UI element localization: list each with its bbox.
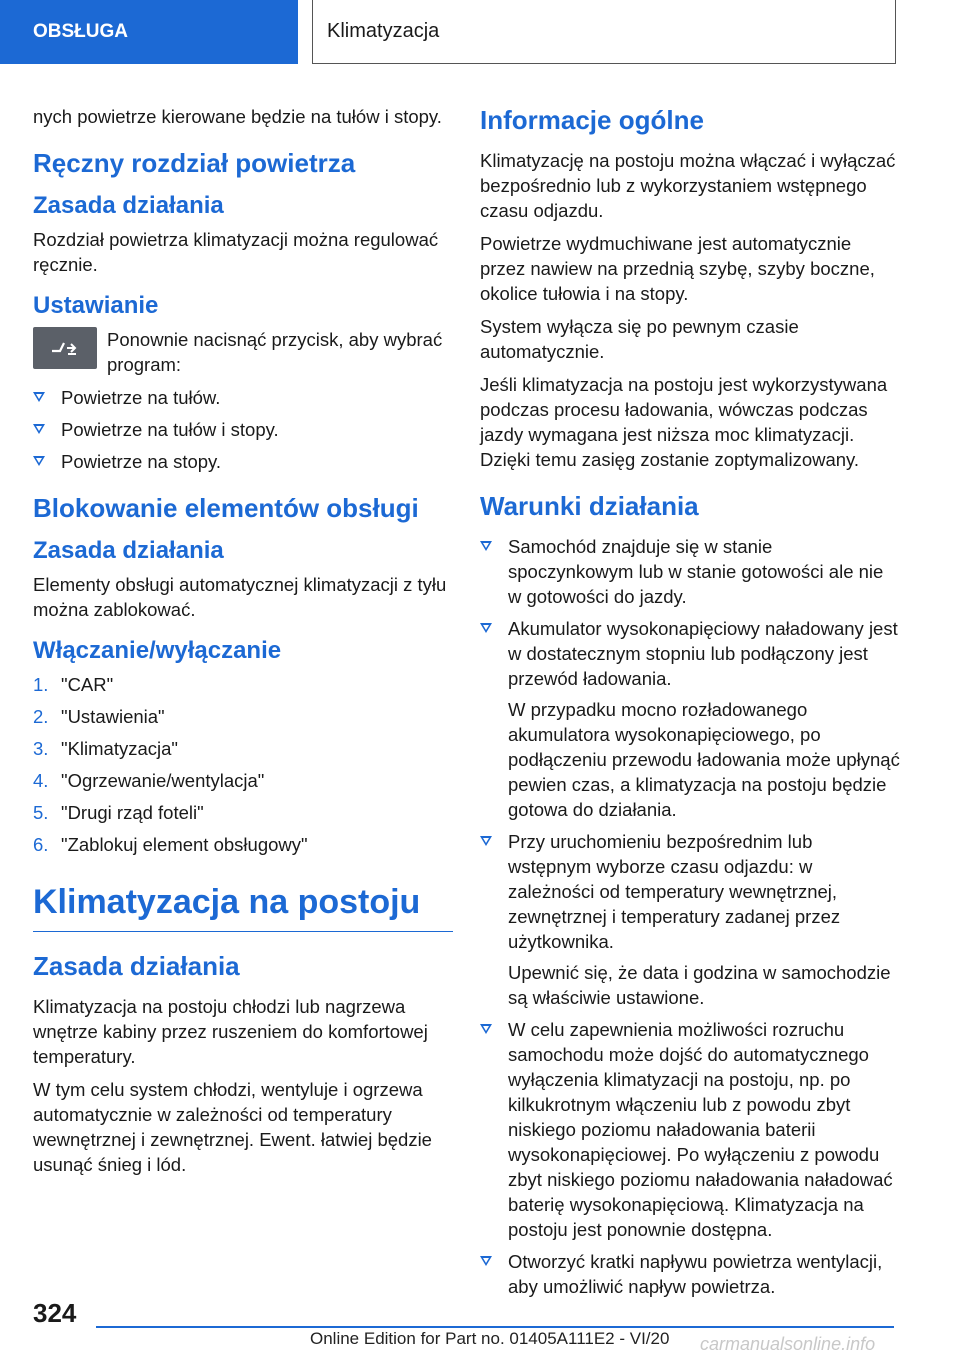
- chapter-title-box: [312, 0, 896, 64]
- conditions-list: [480, 534, 900, 1299]
- list-item: Samochód znajduje się w stanie spoczynkowym lub w stanie gotowości ale nie w gotowości do jazdy.: [480, 534, 900, 609]
- lock-principle-text: Elementy obsługi automatycznej klimatyzacji z tyłu można zablokować.: [33, 574, 447, 620]
- list-item: Otworzyć kratki napływu powietrza wentylacji, aby umożliwić napływ powietrza.: [480, 1249, 900, 1299]
- triangle-bullet-icon: [480, 623, 492, 633]
- list-item: Akumulator wysokonapięciowy naładowany jest w dostatecznym stopniu lub podłączony jest przewód ładowania. W przypadku mocno rozładowanego akumulatora wysokonapięciowego, po podłączeniu przewodu ładowania może upłynąć pewien czas, a klimatyzacja na postoju będzie gotowa do działania.: [480, 616, 900, 822]
- step-item: 6. "Zablokuj element obsługowy": [33, 834, 308, 855]
- setting-row: [33, 327, 453, 377]
- list-item: Przy uruchomieniu bezpośrednim lub wstępnym wyborze czasu odjazdu: w zależności od temperatury wewnętrznej, zewnętrznej i temperatury zadanej przez użytkownika. Upewnić się, że data i godzina w samochodzie są właściwie ustawione.: [480, 829, 900, 1010]
- step-item: 3. "Klimatyzacja": [33, 738, 178, 759]
- manual-distribution-heading: Ręczny rozdział powietrza: [33, 148, 356, 178]
- setting-heading: Ustawianie: [33, 292, 159, 319]
- principle-text: Rozdział powietrza klimatyzacji można regulować ręcznie.: [33, 229, 439, 275]
- triangle-bullet-icon: [33, 392, 45, 402]
- steps-list: [33, 672, 453, 857]
- general-info-heading: Informacje ogólne: [480, 105, 704, 135]
- sub-paragraph: W przypadku mocno rozładowanego akumulatora wysokonapięciowego, po podłączeniu przewodu ładowania może upłynąć pewien czas, a klimatyzacja na postoju będzie gotowa do działania.: [508, 699, 900, 820]
- parked-principle-heading: Zasada działania: [33, 951, 240, 981]
- info-text-1: Klimatyzację na postoju można włączać i wyłączać bezpośrednio lub z wykorzystaniem wstępnego czasu odjazdu.: [480, 150, 896, 221]
- triangle-bullet-icon: [33, 456, 45, 466]
- footer-divider: [96, 1326, 894, 1328]
- parked-climate-heading: Klimatyzacja na postoju: [33, 881, 453, 932]
- list-item: Powietrze na tułów.: [33, 385, 453, 410]
- onoff-heading: Włączanie/wyłączanie: [33, 637, 282, 664]
- step-item: 2. "Ustawienia": [33, 706, 165, 727]
- sub-paragraph: Upewnić się, że data i godzina w samochodzie są właściwie ustawione.: [508, 962, 891, 1008]
- left-column: [33, 104, 453, 1185]
- principle-heading: Zasada działania: [33, 192, 224, 219]
- list-item: Powietrze na tułów i stopy.: [33, 417, 453, 442]
- step-item: 1. "CAR": [33, 674, 114, 695]
- chapter-title: Klimatyzacja: [327, 20, 440, 42]
- triangle-bullet-icon: [480, 836, 492, 846]
- section-tab: [0, 0, 298, 64]
- conditions-heading: Warunki działania: [480, 491, 699, 521]
- parked-text-1: Klimatyzacja na postoju chłodzi lub nagrzewa wnętrze kabiny przez ruszeniem do komfortowej temperatury.: [33, 996, 428, 1067]
- step-item: 4. "Ogrzewanie/wentylacja": [33, 770, 265, 791]
- edition-text: Online Edition for Part no. 01405A111E2 - VI/20: [310, 1329, 670, 1348]
- list-item: W celu zapewnienia możliwości rozruchu samochodu może dojść do automatycznego wyłączenia klimatyzacji na postoju, np. po kilkukrotnym włączeniu lub z powodu zbyt niskiego poziomu naładowania baterii wysokonapięciowej. Po wyłączeniu z powodu zbyt niskiego poziomu naładowania naładować baterię wysokonapięciową. Klimatyzacja na postoju jest ponownie dostępna.: [480, 1017, 900, 1242]
- right-column: [480, 104, 900, 1306]
- triangle-bullet-icon: [480, 1256, 492, 1266]
- lock-principle-heading: Zasada działania: [33, 537, 224, 564]
- triangle-bullet-icon: [480, 1024, 492, 1034]
- air-distribution-button-icon: [33, 327, 97, 369]
- info-text-3: System wyłącza się po pewnym czasie automatycznie.: [480, 316, 799, 362]
- setting-list: [33, 385, 453, 474]
- list-item: Powietrze na stopy.: [33, 449, 453, 474]
- triangle-bullet-icon: [33, 424, 45, 434]
- info-text-4: Jeśli klimatyzacja na postoju jest wykorzystywana podczas procesu ładowania, wówczas podczas jazdy wymagana jest niższa moc klimatyzacji. Dzięki temu zasięg zostanie zoptymalizowany.: [480, 374, 888, 470]
- page-number: 324: [33, 1298, 77, 1328]
- section-label: OBSŁUGA: [33, 21, 128, 42]
- info-text-2: Powietrze wydmuchiwane jest automatycznie przez nawiew na przednią szybę, szyby boczne, okolice tułowia i na stopy.: [480, 233, 875, 304]
- parked-text-2: W tym celu system chłodzi, wentyluje i ogrzewa automatycznie w zależności od temperatury wewnętrznej i zewnętrznej. Ewent. łatwiej będzie usunąć śnieg i lód.: [33, 1079, 432, 1175]
- step-item: 5. "Drugi rząd foteli": [33, 802, 204, 823]
- lock-heading: Blokowanie elementów obsługi: [33, 493, 419, 523]
- watermark: carmanualsonline.info: [700, 1334, 876, 1354]
- setting-instruction: Ponownie nacisnąć przycisk, aby wybrać program:: [107, 329, 443, 375]
- intro-text: nych powietrze kierowane będzie na tułów i stopy.: [33, 106, 442, 127]
- triangle-bullet-icon: [480, 541, 492, 551]
